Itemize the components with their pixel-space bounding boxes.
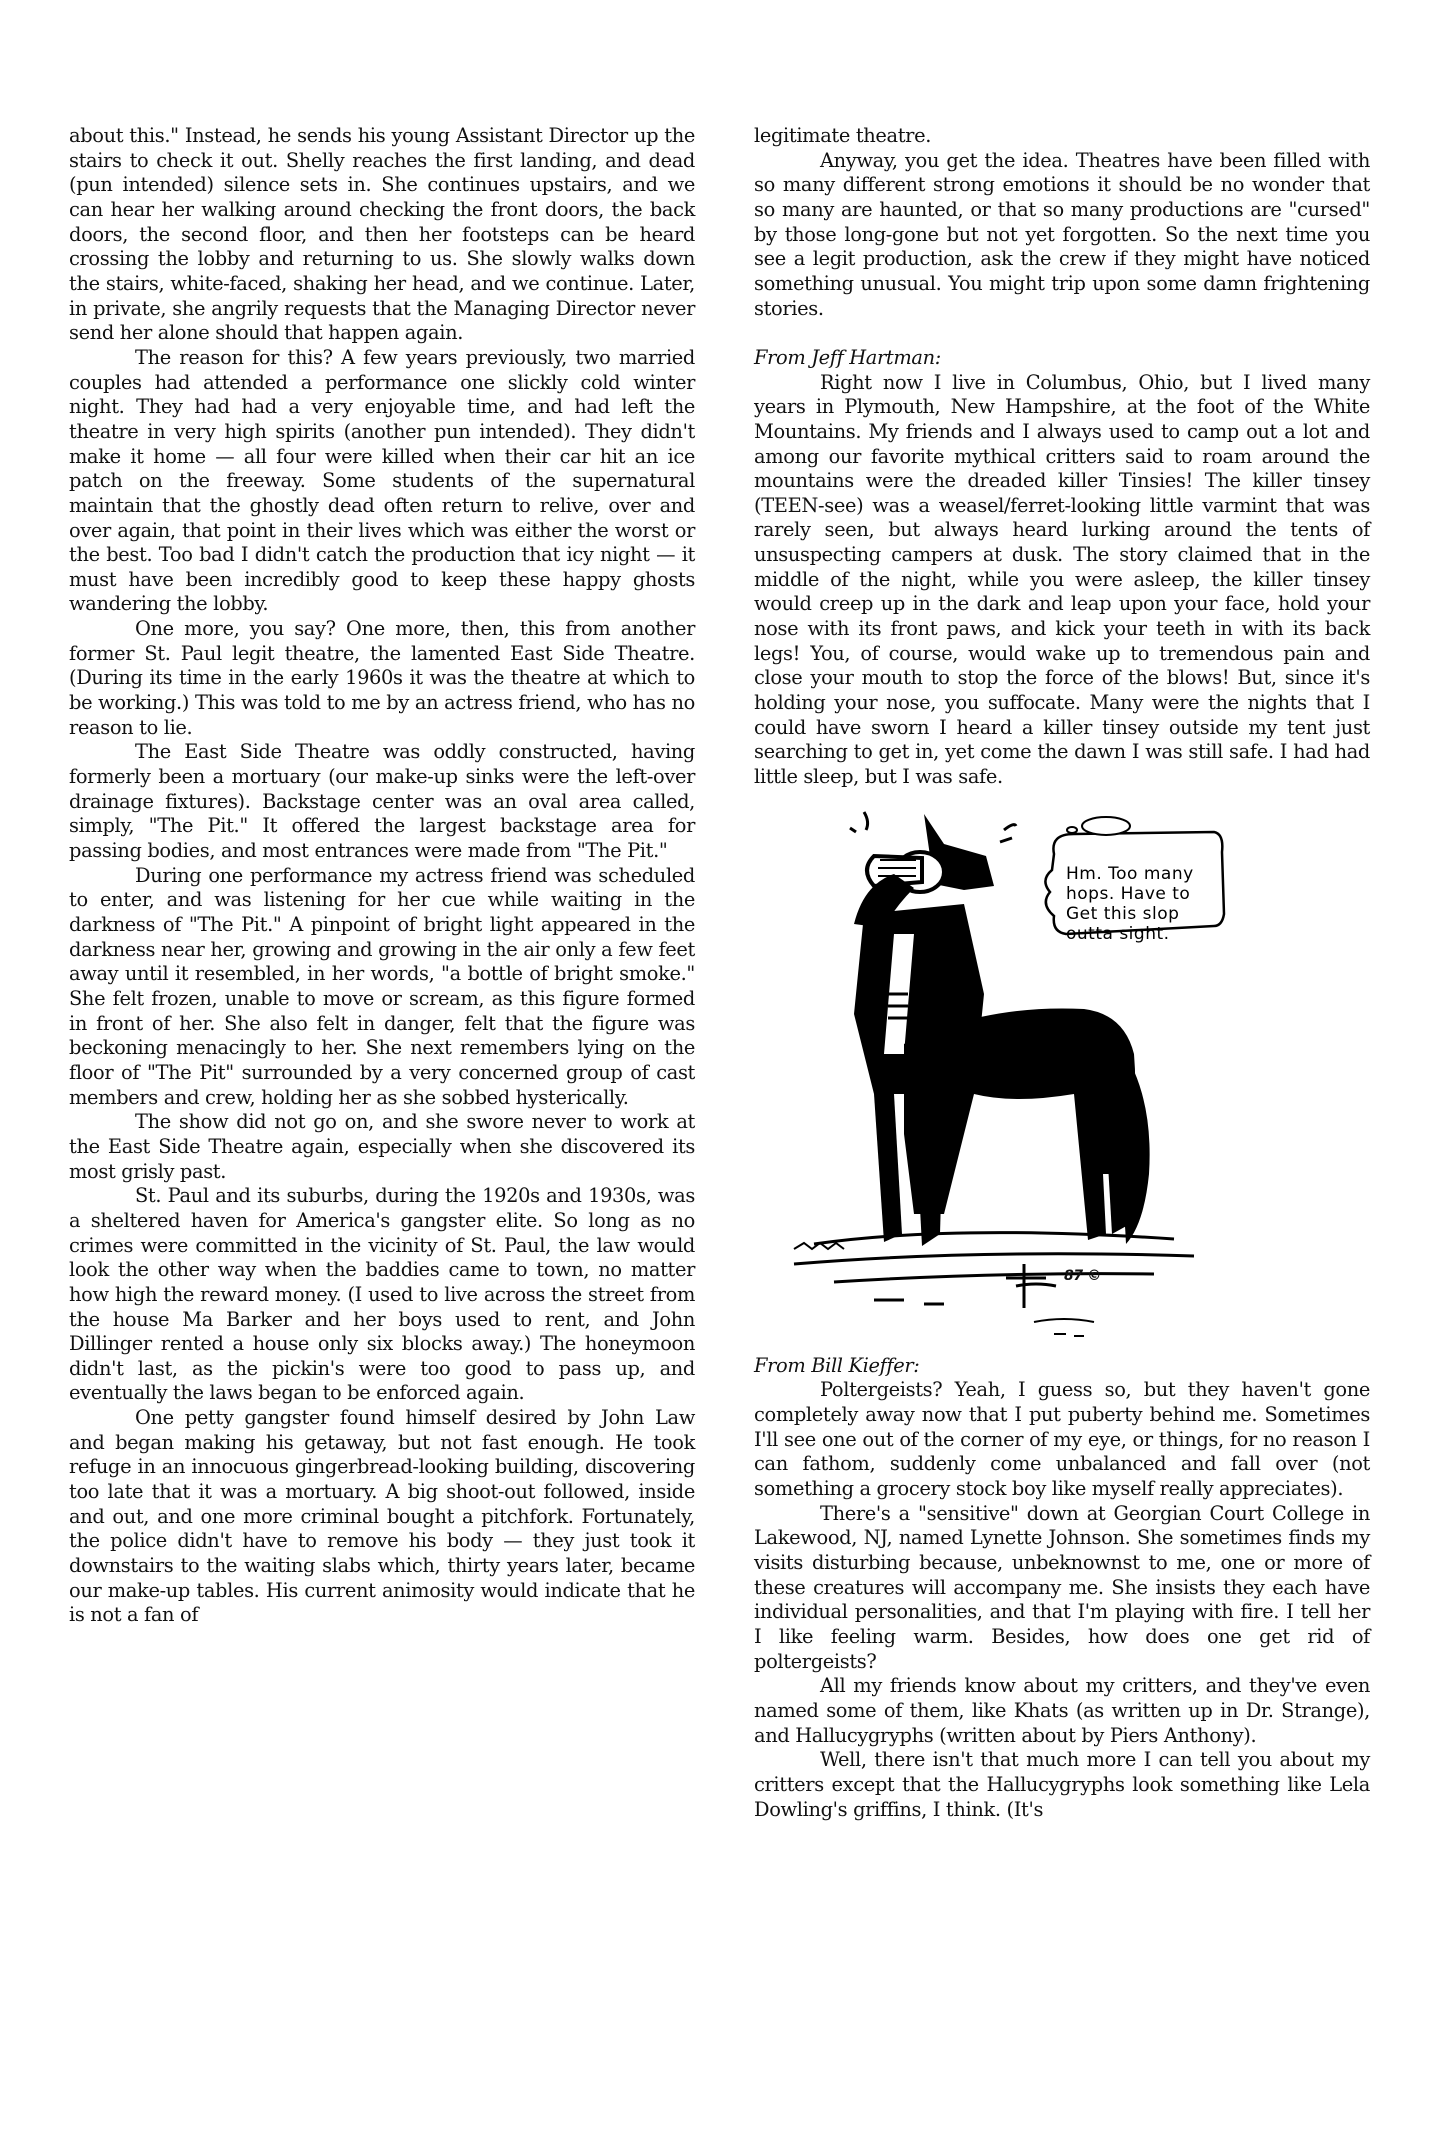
paragraph: about this." Instead, he sends his young Assistant Director up the stairs to check it out. Shelly reaches the first landing, and dead (pun intended) silence sets in. She continues upstairs, and we can hear her walking around checking the front doors, the back doors, the second floor, and then her footsteps can be heard crossing the lobby and returning to us. She slowly walks down the stairs, white-faced, shaking her head, and we continue. Later, in private, she angrily requests that the Managing Director never send her alone should that happen again. [69, 124, 695, 345]
byline-jeff-hartman: From Jeff Hartman: [754, 345, 941, 369]
paragraph: Poltergeists? Yeah, I guess so, but they haven't gone completely away now that I put puberty behind me. Sometimes I'll see one out of the corner of my eye, or things, for no reason I can fathom, suddenly come unbalanced and fall over (not something a grocery stock boy like myself really appreciates). [754, 1378, 1370, 1500]
centaur-illustration [754, 794, 1370, 1354]
paragraph: The East Side Theatre was oddly constructed, having formerly been a mortuary (our make-up sinks were the left-over drainage fixtures). Backstage center was an oval area called, simply, "The Pit." It offered the largest backstage area for passing bodies, and most entrances were made from "The Pit." [69, 740, 695, 863]
byline-bill-kieffer: From Bill Kieffer: [754, 1353, 920, 1377]
paragraph: There's a "sensitive" down at Georgian Court College in Lakewood, NJ, named Lynette Johnson. She sometimes finds my visits disturbing because, unbeknownst to me, one or more of these creatures will accompany me. She insists they each have individual personalities, and that I'm playing with fire. I tell her I like feeling warm. Besides, how does one get rid of poltergeists? [754, 1501, 1370, 1673]
section-spacer [754, 321, 1370, 346]
paragraph: One more, you say? One more, then, this from another former St. Paul legit theatre, the lamented East Side Theatre. (During its time in the early 1960s it was the theatre at which to be working.) This was told to me by an actress friend, who has no reason to lie. [69, 617, 695, 739]
paragraph: Well, there isn't that much more I can tell you about my critters except that the Hallucygryphs look something like Lela Dowling's griffins, I think. (It's [754, 1748, 1370, 1821]
paragraph: Right now I live in Columbus, Ohio, but I lived many years in Plymouth, New Hampshire, at the foot of the White Mountains. My friends and I always used to camp out a lot and among our favorite mythical critters said to roam around the mountains were the dreaded killer Tinsies! The killer tinsey (TEEN-see) was a weasel/ferret-looking little varmint that was rarely seen, but always heard lurking around the tents of unsuspecting campers at dusk. The story claimed that in the middle of the night, while you were asleep, the killer tinsey would creep up in the dark and leap upon your face, hold your nose with its front paws, and kick your teeth in with its back legs! You, of course, would wake up to tremendous pain and close your mouth to stop the force of the blows! But, since it's holding your nose, you suffocate. Many were the nights that I could have sworn I heard a killer tinsey outside my tent just searching to get in, yet come the dawn I was still safe. I had had little sleep, but I was safe. [754, 370, 1370, 789]
centaur-drawing-icon [754, 794, 1370, 1354]
paragraph: legitimate theatre. [754, 124, 932, 147]
paragraph: The show did not go on, and she swore never to work at the East Side Theatre again, especially when she discovered its most grisly past. [69, 1110, 695, 1183]
speech-bubble [1066, 864, 1266, 944]
paragraph: All my friends know about my critters, and they've even named some of them, like Khats (as written up in Dr. Strange), and Hallucygryphs (written about by Piers Anthony). [754, 1674, 1370, 1747]
paragraph: The reason for this? A few years previously, two married couples had attended a performance one slickly cold winter night. They had had a very enjoyable time, and had left the theatre in very high spirits (another pun intended). They didn't make it home — all four were killed when their car hit an ice patch on the freeway. Some students of the supernatural maintain that the ghostly dead often return to relive, over and over again, that point in their lives which was either the worst or the best. Too bad I didn't catch the production that icy night — it must have been incredibly good to keep these happy ghosts wandering the lobby. [69, 345, 695, 616]
paragraph: St. Paul and its suburbs, during the 1920s and 1930s, was a sheltered haven for America's gangster elite. So long as no crimes were committed in the vicinity of St. Paul, the law would look the other way when the baddies came to town, no matter how high the reward money. (I used to live across the street from the house Ma Barker and her boys used to rent, and John Dillinger rented a house only six blocks away.) The honeymoon didn't last, as the pickin's were too good to pass up, and eventually the laws began to be enforced again. [69, 1184, 695, 1405]
artist-signature: 87 © [1064, 1267, 1101, 1284]
speech-line: Get this slop [1066, 903, 1180, 924]
speech-line: hops. Have to [1066, 883, 1191, 904]
left-column [69, 124, 695, 1628]
paragraph: Anyway, you get the idea. Theatres have been filled with so many different strong emotions it should be no wonder that so many are haunted, or that so many productions are "cursed" by those long-gone but not yet forgotten. So the next time you see a legit production, ask the crew if they might have noticed something unusual. You might trip upon some damn frightening stories. [754, 148, 1370, 320]
right-column [754, 124, 1370, 1822]
paragraph: During one performance my actress friend was scheduled to enter, and was listening for her cue while waiting in the darkness of "The Pit." A pinpoint of bright light appeared in the darkness near her, growing and growing in the air only a few feet away until it resembled, in her words, "a bottle of bright smoke." She felt frozen, unable to move or scream, as this figure formed in front of her. She also felt in danger, felt that the figure was beckoning menacingly to her. She next remembers lying on the floor of "The Pit" surrounded by a very concerned group of cast members and crew, holding her as she sobbed hysterically. [69, 863, 695, 1109]
paragraph: One petty gangster found himself desired by John Law and began making his getaway, but not fast enough. He took refuge in an innocuous gingerbread-looking building, discovering too late that it was a mortuary. A big shoot-out followed, inside and out, and one more criminal bought a pitchfork. Fortunately, the police didn't have to remove his body — they just took it downstairs to the waiting slabs which, thirty years later, became our make-up tables. His current animosity would indicate that he is not a fan of [69, 1406, 695, 1627]
speech-line: Hm. Too many [1066, 863, 1194, 884]
speech-line: outta sight. [1066, 923, 1170, 944]
